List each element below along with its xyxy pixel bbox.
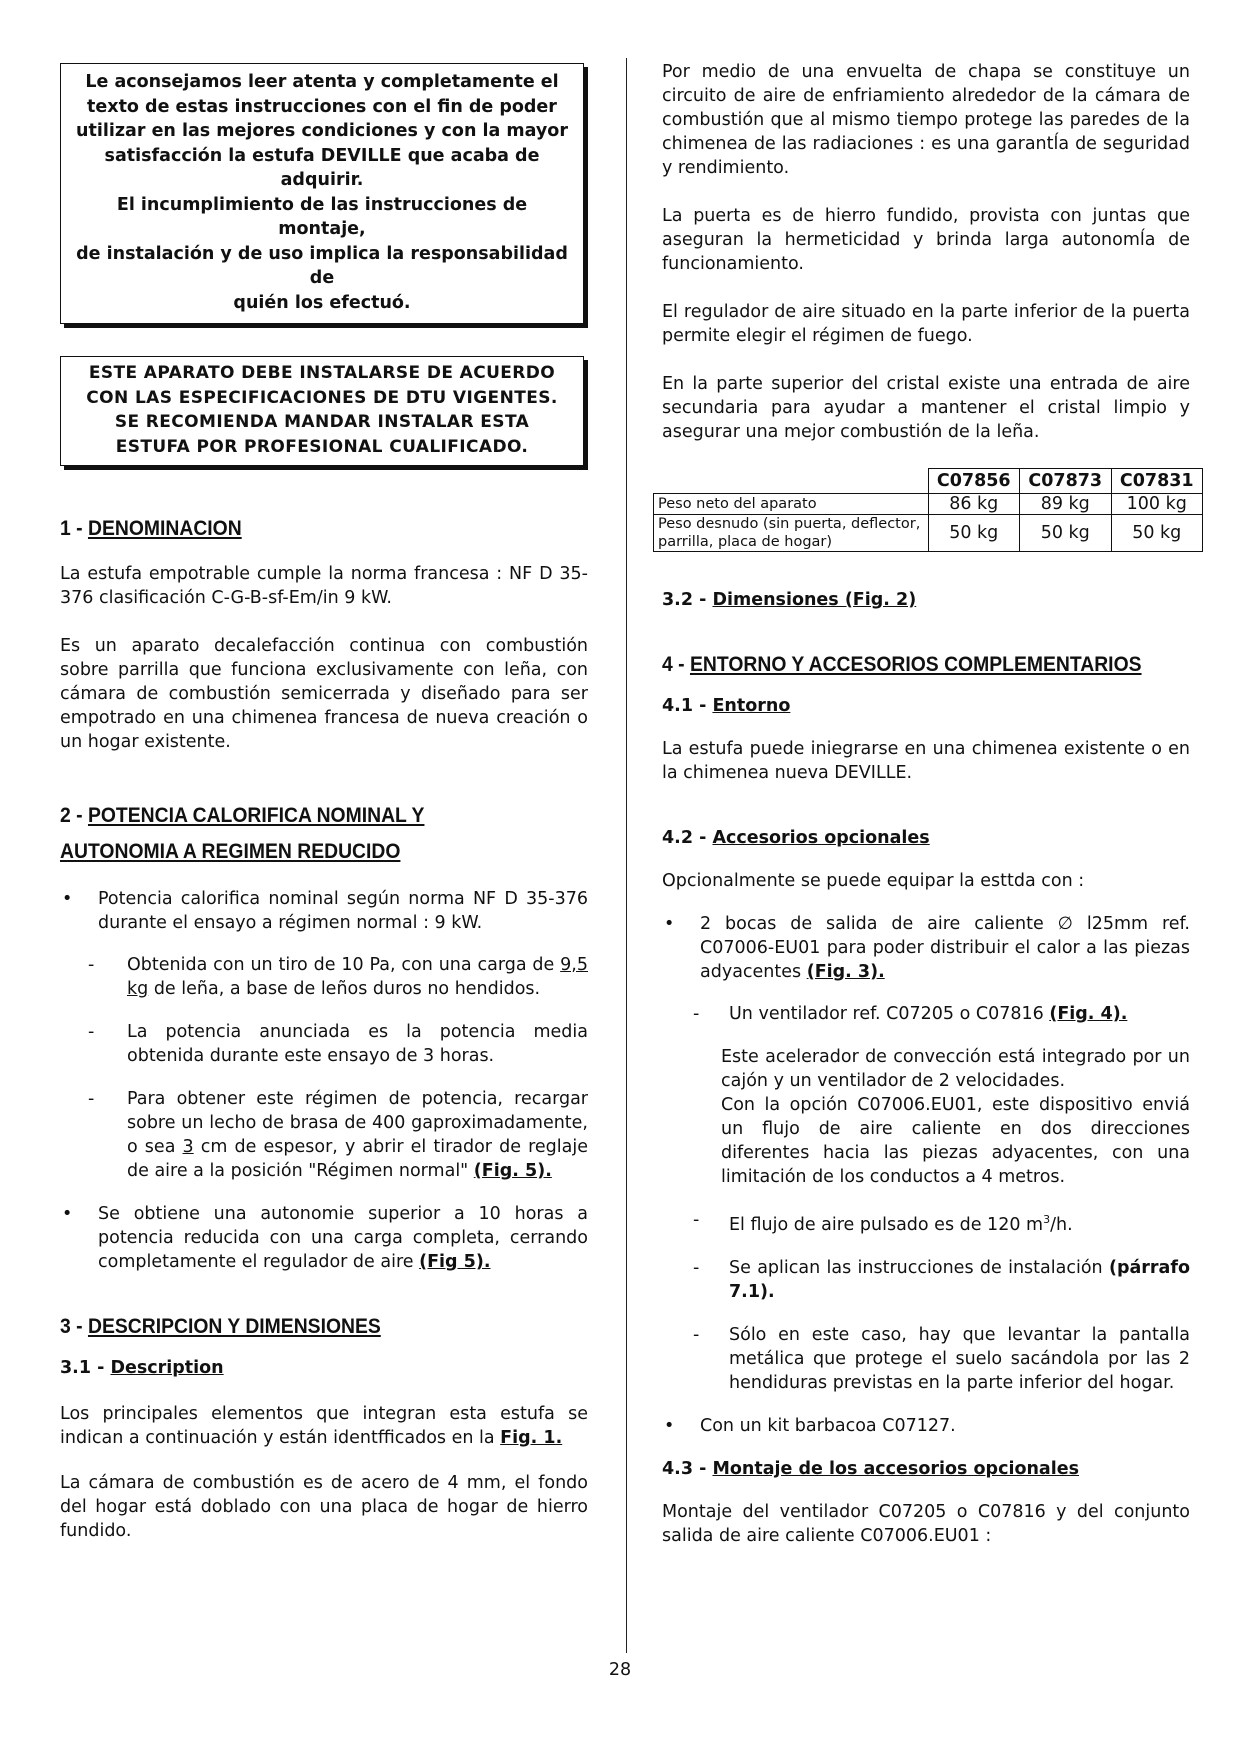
sub-list-item <box>60 1020 588 1068</box>
bullet-marker: • <box>664 1415 675 1436</box>
list-item <box>60 1202 588 1274</box>
notice-line: ESTE APARATO DEBE INSTALARSE DE ACUERDO <box>88 363 556 383</box>
list-item-text: Con un kit barbacoa C07127. <box>700 1415 956 1436</box>
notice-line: texto de estas instrucciones con el fin de poder <box>87 96 557 117</box>
sub-list-item <box>662 1256 1190 1304</box>
table-row-label: Peso neto del aparato <box>654 494 929 515</box>
table-header-cell: C07856 <box>928 469 1020 494</box>
table-cell: 50 kg <box>1111 515 1203 552</box>
table-header-cell: C07873 <box>1020 469 1112 494</box>
subsection-4-1-heading <box>662 694 1190 718</box>
section-1-paragraph-2: Es un aparato decalefacción continua con combustión sobre parrilla que funciona exclusivamente con leña, con cámara de combustión semicerrada y diseñado para ser empotrado en una chimenea francesa de nueva creación o un hogar existente. <box>60 636 588 752</box>
dash-marker: - <box>693 1257 700 1278</box>
list-item <box>662 912 1190 984</box>
section-number: 3 - <box>60 1314 88 1338</box>
table-cell: 86 kg <box>928 494 1020 515</box>
subsection-title: Entorno <box>712 696 791 716</box>
subsection-number: 4.2 - <box>662 828 713 848</box>
text-run: 2 bocas de salida de aire caliente ∅ l25mm ref. C07006-EU01 para poder distribuir el calor a las piezas adyacentes <box>700 914 1190 982</box>
notice-line: Le aconsejamos leer atenta y completamente el <box>85 72 559 92</box>
indented-paragraph: Con la opción C07006.EU01, este dispositivo enviá un flujo de aire caliente en dos direcciones diferentes hacia las piezas adyacentes, con una limitación de los conductos a 4 metros. <box>721 1095 1190 1187</box>
table-row-label: Peso desnudo (sin puerta, deflector, parrilla, placa de hogar) <box>654 515 929 552</box>
dash-marker: - <box>88 1089 95 1109</box>
sub-list-item-text <box>729 1256 1190 1304</box>
notice-line: quién los efectuó. <box>233 292 411 313</box>
section-1-paragraph-1: La estufa empotrable cumple la norma francesa : NF D 35-376 clasificación C-G-B-sf-Em/in 9 kW. <box>60 564 588 608</box>
dash-marker: - <box>693 1004 700 1024</box>
dash-marker: - <box>88 1022 95 1042</box>
sub-list-item <box>60 953 588 1001</box>
subsection-3-1-heading <box>60 1356 588 1380</box>
sub-list-item-text <box>729 1002 1190 1026</box>
text-run: Se obtiene una autonomie superior a 10 horas a potencia reducida con una carga completa, cerrando completamente el regulador de aire <box>98 1204 588 1272</box>
subsection-4-2-heading <box>662 826 1190 850</box>
notice-line: CON LAS ESPECIFICACIONES DE DTU VIGENTES. <box>86 387 558 408</box>
dash-marker: - <box>88 955 95 975</box>
table-corner <box>654 469 929 494</box>
sub-list-item <box>662 1208 1190 1237</box>
paragraph-regulator: El regulador de aire situado en la parte inferior de la puerta permite elegir el régimen de fuego. <box>662 302 1190 346</box>
list-item-text <box>700 912 1190 984</box>
list-item <box>60 887 588 935</box>
notice-line: El incumplimiento de las instrucciones de montaje, <box>116 194 528 239</box>
notice-line: utilizar en las mejores condiciones y con la mayor <box>76 121 568 141</box>
section-title-line-2: AUTONOMIA A REGIMEN REDUCIDO <box>60 839 401 863</box>
text-run: /h. <box>1050 1214 1073 1235</box>
text-run: Los principales elementos que integran esta estufa se indican a continuación y están identfficados en la <box>60 1404 588 1448</box>
paragraph-door: La puerta es de hierro fundido, provista con juntas que aseguran la hermeticidad y brinda larga autonomĺa de funcionamiento. <box>662 206 1190 274</box>
section-2-heading <box>60 797 535 869</box>
sub-list-item-text <box>127 953 588 1001</box>
notice-box-installation <box>60 356 584 466</box>
subsection-number: 4.1 - <box>662 696 713 716</box>
figure-reference: Fig. 1. <box>500 1428 563 1448</box>
notice-line: ESTUFA POR PROFESIONAL CUALIFICADO. <box>115 436 529 457</box>
text-run: Un ventilador ref. C07205 o C07816 <box>729 1004 1050 1024</box>
subsection-number: 3.2 - <box>662 590 713 610</box>
section-1-heading <box>60 510 535 546</box>
sub-list-item <box>60 1087 588 1183</box>
figure-reference: (Fig. 4). <box>1049 1004 1128 1024</box>
text-run: cm de espesor, y abrir el tirador de reglaje de aire a la posición "Régimen normal" <box>127 1137 588 1181</box>
notice-line: SE RECOMIENDA MANDAR INSTALAR ESTA <box>114 412 530 432</box>
text-run: Se aplican las instrucciones de instalación <box>729 1257 1109 1278</box>
paragraph-secondary-air: En la parte superior del cristal existe una entrada de aire secundaria para ayudar a mantener el cristal limpio y asegurar una mejor combustión de la leña. <box>662 374 1190 442</box>
notice-line: satisfacción la estufa DEVILLE que acaba de <box>104 145 540 166</box>
section-number: 4 - <box>662 652 690 676</box>
section-number: 2 - <box>60 803 88 827</box>
paragraph-reference: (párrafo 7.1). <box>729 1257 1190 1302</box>
superscript: 3 <box>1043 1213 1051 1226</box>
figure-reference: (Fig 5). <box>419 1252 491 1272</box>
subsection-title: Accesorios opcionales <box>712 828 930 848</box>
subsection-4-1-paragraph: La estufa puede iniegrarse en una chimenea existente o en la chimenea nueva DEVILLE. <box>662 739 1190 783</box>
notice-line: de instalación y de uso implica la responsabilidad de <box>76 243 568 288</box>
table-header-cell: C07831 <box>1111 469 1203 494</box>
bullet-marker: • <box>62 1204 73 1224</box>
section-title: DENOMINACION <box>87 516 242 540</box>
table-cell: 100 kg <box>1111 494 1203 515</box>
notice-line: adquirir. <box>280 170 364 190</box>
left-column <box>60 60 588 1543</box>
figure-reference: (Fig. 5). <box>473 1161 552 1181</box>
section-title: POTENCIA CALORIFICA NOMINAL Y <box>87 803 425 827</box>
indented-block <box>662 1045 1190 1189</box>
subsection-4-2-intro: Opcionalmente se puede equipar la esttda con : <box>662 871 1085 891</box>
section-3-heading <box>60 1308 535 1344</box>
page-number: 28 <box>608 1660 632 1680</box>
sub-list-item-text: Sólo en este caso, hay que levantar la pantalla metálica que protege el suelo sacándola por las 2 hendiduras previstas en la parte inferior del hogar. <box>729 1324 1190 1393</box>
sub-list-item <box>662 1323 1190 1395</box>
table-cell: 50 kg <box>1020 515 1112 552</box>
list-item-text <box>98 1202 588 1274</box>
text-run: Obtenida con un tiro de 10 Pa, con una carga de <box>127 955 561 975</box>
list-item-text: Potencia calorifica nominal según norma NF D 35-376 durante el ensayo a régimen normal : 9 kW. <box>98 889 588 933</box>
subsection-4-3-heading <box>662 1457 1190 1481</box>
section-number: 1 - <box>60 516 88 540</box>
notice-box-instructions <box>60 63 584 324</box>
subsection-number: 4.3 - <box>662 1458 713 1479</box>
underlined-value: 9,5 kg <box>127 955 588 999</box>
bullet-marker: • <box>664 914 675 934</box>
table-row <box>654 515 1203 552</box>
section-title: DESCRIPCION Y DIMENSIONES <box>87 1314 381 1338</box>
underlined-value: 3 <box>182 1137 194 1157</box>
subsection-number: 3.1 - <box>60 1358 111 1378</box>
section-title: ENTORNO Y ACCESORIOS COMPLEMENTARIOS <box>689 652 1142 676</box>
subsection-title: Montaje de los accesorios opcionales <box>712 1458 1080 1479</box>
table-header-row <box>654 469 1203 494</box>
dash-marker: - <box>693 1324 700 1345</box>
figure-reference: (Fig. 3). <box>806 962 885 982</box>
table-cell: 50 kg <box>928 515 1020 552</box>
sub-list-item <box>662 1002 1190 1026</box>
sub-list-item-text: La potencia anunciada es la potencia media obtenida durante este ensayo de 3 horas. <box>127 1022 588 1066</box>
dash-marker: - <box>693 1210 700 1230</box>
sub-list-item-text <box>729 1208 1190 1237</box>
column-divider <box>626 58 627 1653</box>
text-run: Para obtener este régimen de potencia, recargar sobre un lecho de brasa de 400 gaproximadamente, o sea <box>127 1089 588 1157</box>
subsection-3-2-heading <box>662 588 1190 612</box>
sub-list-item-text <box>127 1087 588 1183</box>
list-item <box>662 1414 1190 1438</box>
subsection-4-3-paragraph: Montaje del ventilador C07205 o C07816 y del conjunto salida de aire caliente C07006.EU01 : <box>662 1501 1190 1546</box>
subsection-3-1-paragraph-2: La cámara de combustión es de acero de 4 mm, el fondo del hogar está doblado con una placa de hogar de hierro fundido. <box>60 1473 588 1541</box>
text-run: de leña, a base de leños duros no hendidos. <box>148 979 541 999</box>
table-row <box>654 494 1203 515</box>
subsection-3-1-paragraph-1 <box>60 1402 588 1450</box>
subsection-title: Dimensiones (Fig. 2) <box>712 590 917 610</box>
text-run: El flujo de aire pulsado es de 120 m <box>729 1214 1044 1235</box>
subsection-title: Description <box>110 1358 224 1378</box>
paragraph-envelope: Por medio de una envuelta de chapa se constituye un circuito de aire de enfriamiento alrededor de la cámara de combustión que al mismo tiempo protege las paredes de la chimenea de las radiaciones : es una garantĺa de seguridad y rendimiento. <box>662 62 1190 178</box>
right-column <box>658 60 1194 1548</box>
weight-table <box>653 468 1203 552</box>
indented-paragraph: Este acelerador de convección está integrado por un cajón y un ventilador de 2 velocidades. <box>721 1047 1190 1091</box>
table-cell: 89 kg <box>1020 494 1112 515</box>
bullet-marker: • <box>62 889 73 909</box>
section-4-heading <box>662 646 1142 682</box>
